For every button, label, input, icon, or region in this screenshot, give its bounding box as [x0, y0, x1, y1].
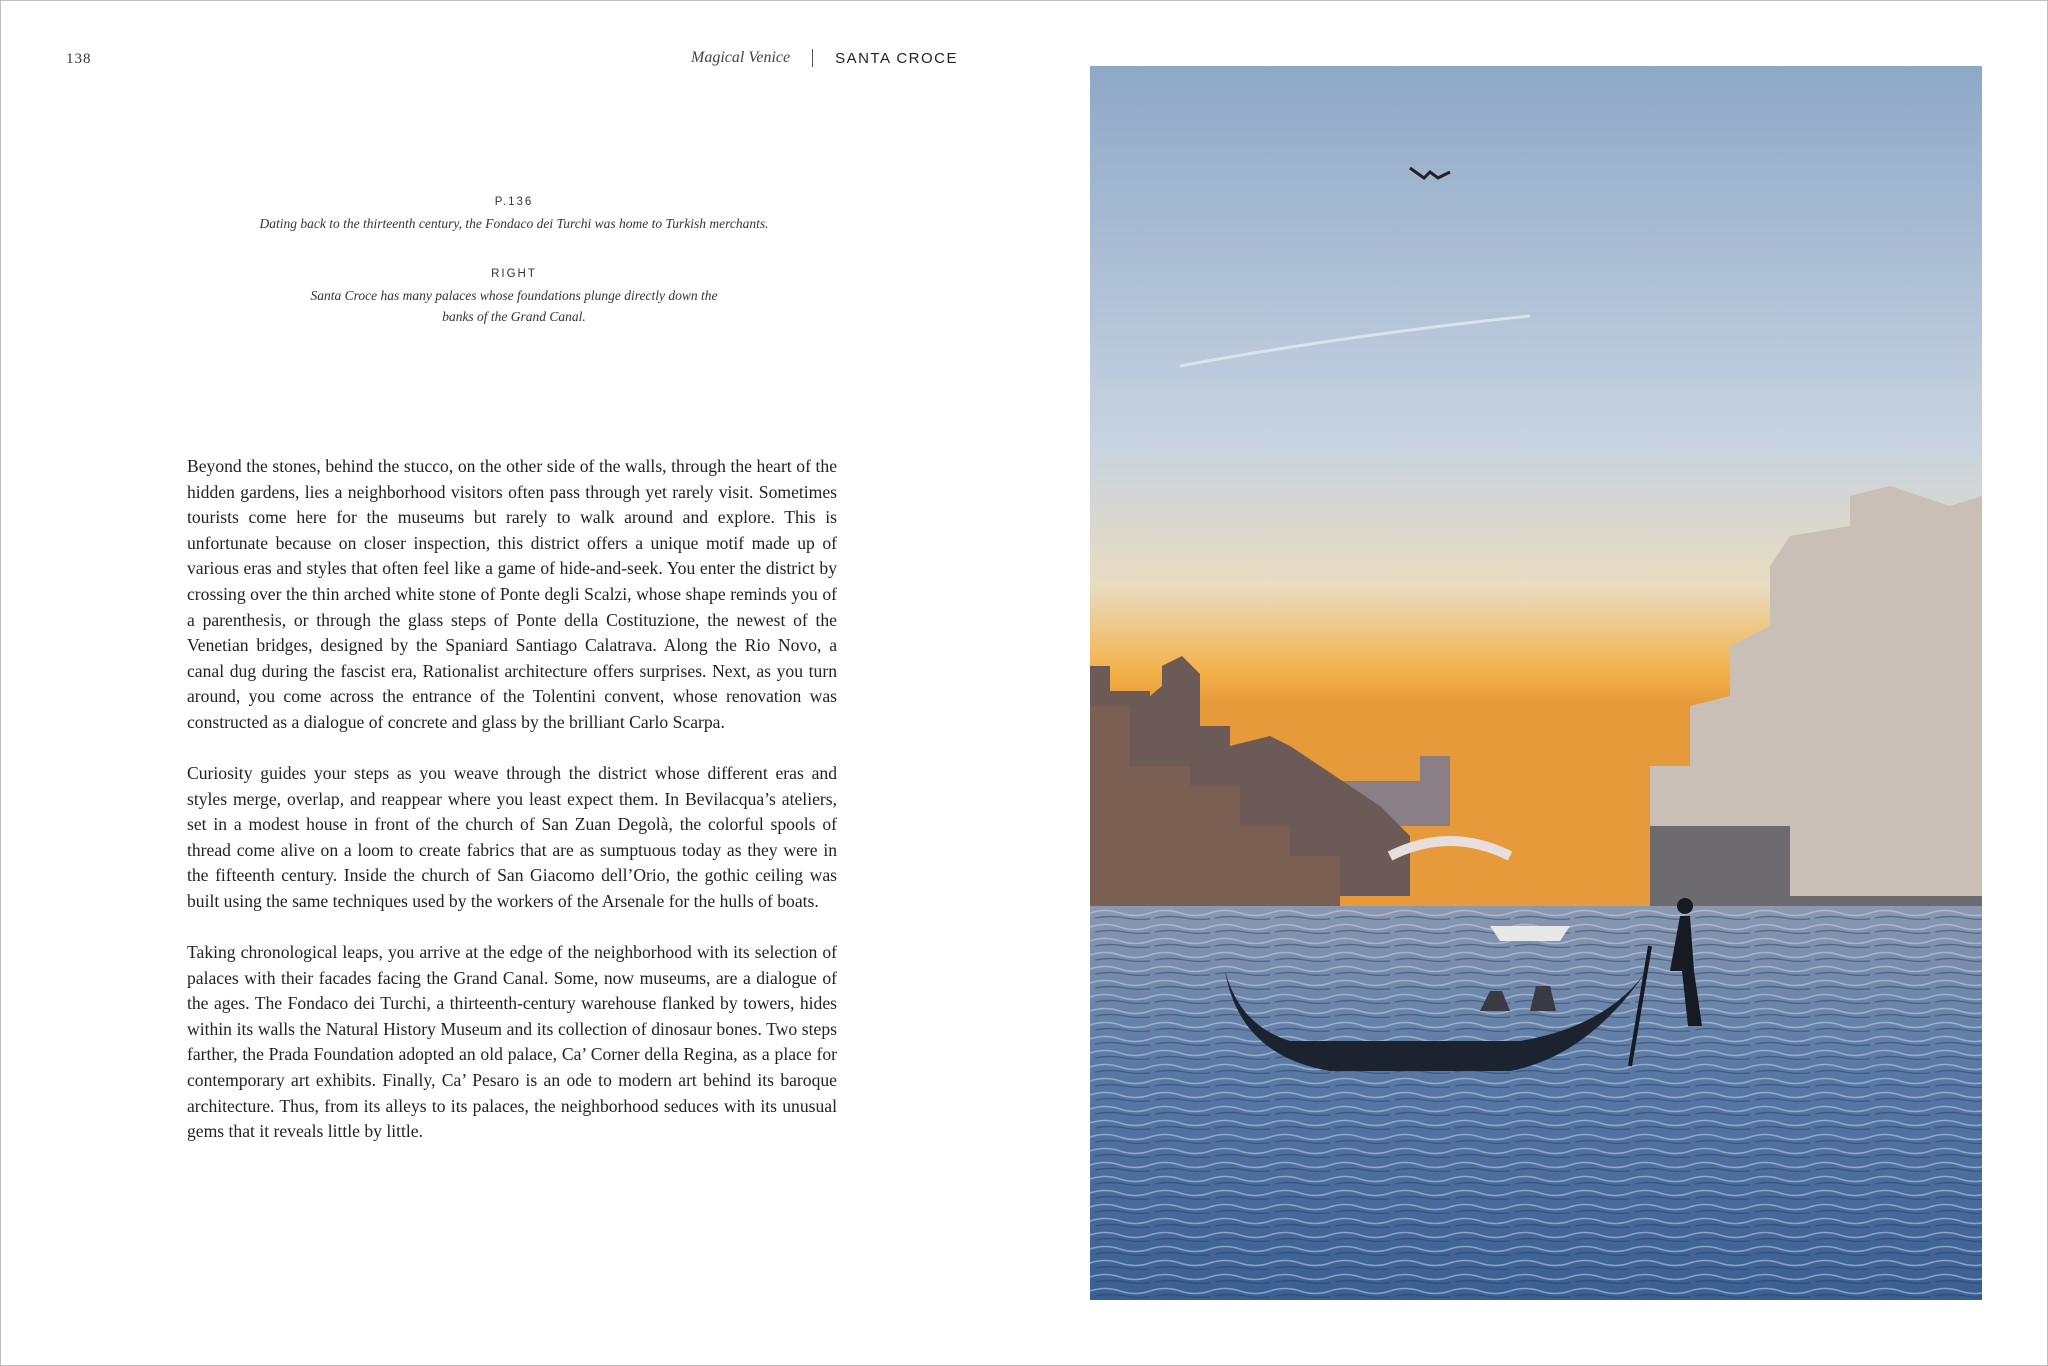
motorboat	[1490, 926, 1570, 941]
caption-label: P.136	[494, 196, 534, 208]
section-title: SANTA CROCE	[835, 49, 958, 67]
book-title: Magical Venice	[691, 49, 791, 66]
gondolier-head	[1677, 898, 1693, 914]
header-divider	[812, 49, 813, 67]
grand-canal-photo	[1090, 66, 1982, 1300]
paragraph: Curiosity guides your steps as you weave through the district whose different eras and styles merge, overlap, and reappear where you least expect them. In Bevilacqua’s ateliers, set in a modest house in front of the church of San Zuan Degolà, the colorful spools of thread come alive on a loom to create fabrics that are as sumptuous today as they were in the fifteenth century. Inside the church of San Giacomo dell’Orio, the gothic ceiling was built using the same techniques used by the workers of the Arsenale for the hulls of boats.	[187, 763, 837, 911]
paragraph: Taking chronological leaps, you arrive at the edge of the neighborhood with its selection of palaces with their facades facing the Grand Canal. Some, now museums, are a dialogue of the ages. The Fondaco dei Turchi, a thirteenth-century warehouse flanked by towers, hides within its walls the Natural History Museum and its collection of dinosaur bones. Two steps farther, the Prada Foundation adopted an old palace, Ca’ Corner della Regina, as a place for contemporary art exhibits. Finally, Ca’ Pesaro is an ode to modern art behind its baroque architecture. Thus, from its alleys to its palaces, the neighborhood seduces with its unusual gems that it reveals little by little.	[187, 942, 837, 1142]
water-ripples	[1090, 906, 1982, 1300]
running-head	[691, 49, 958, 67]
caption-text: Santa Croce has many palaces whose foundations plunge directly down the banks of the Grand Canal.	[310, 288, 718, 324]
caption-label: RIGHT	[491, 268, 537, 280]
caption-text: Dating back to the thirteenth century, the Fondaco dei Turchi was home to Turkish merchants.	[259, 216, 769, 231]
body-text	[187, 454, 837, 1170]
paragraph: Beyond the stones, behind the stucco, on the other side of the walls, through the heart of the hidden gardens, lies a neighborhood visitors often pass through yet rarely visit. Sometimes tourists come here for the museums but rarely to walk around and explore. This is unfortunate because on closer inspection, this district offers a unique motif made up of various eras and styles that often feel like a game of hide-and-seek. You enter the district by crossing over the thin arched white stone of Ponte degli Scalzi, whose shape reminds you of a parenthesis, or through the glass steps of Ponte della Costituzione, the newest of the Venetian bridges, designed by the Spaniard Santiago Calatrava. Along the Rio Novo, a canal dug during the fascist era, Rationalist architecture offers surprises. Next, as you turn around, you come across the entrance of the Tolentini convent, whose renovation was constructed as a dialogue of concrete and glass by the brilliant Carlo Scarpa.	[187, 456, 837, 732]
caption-block	[190, 196, 838, 234]
caption-block	[190, 268, 838, 327]
page-number: 138	[66, 51, 92, 67]
photo-illustration	[1090, 66, 1982, 1300]
photo-captions	[190, 196, 838, 327]
